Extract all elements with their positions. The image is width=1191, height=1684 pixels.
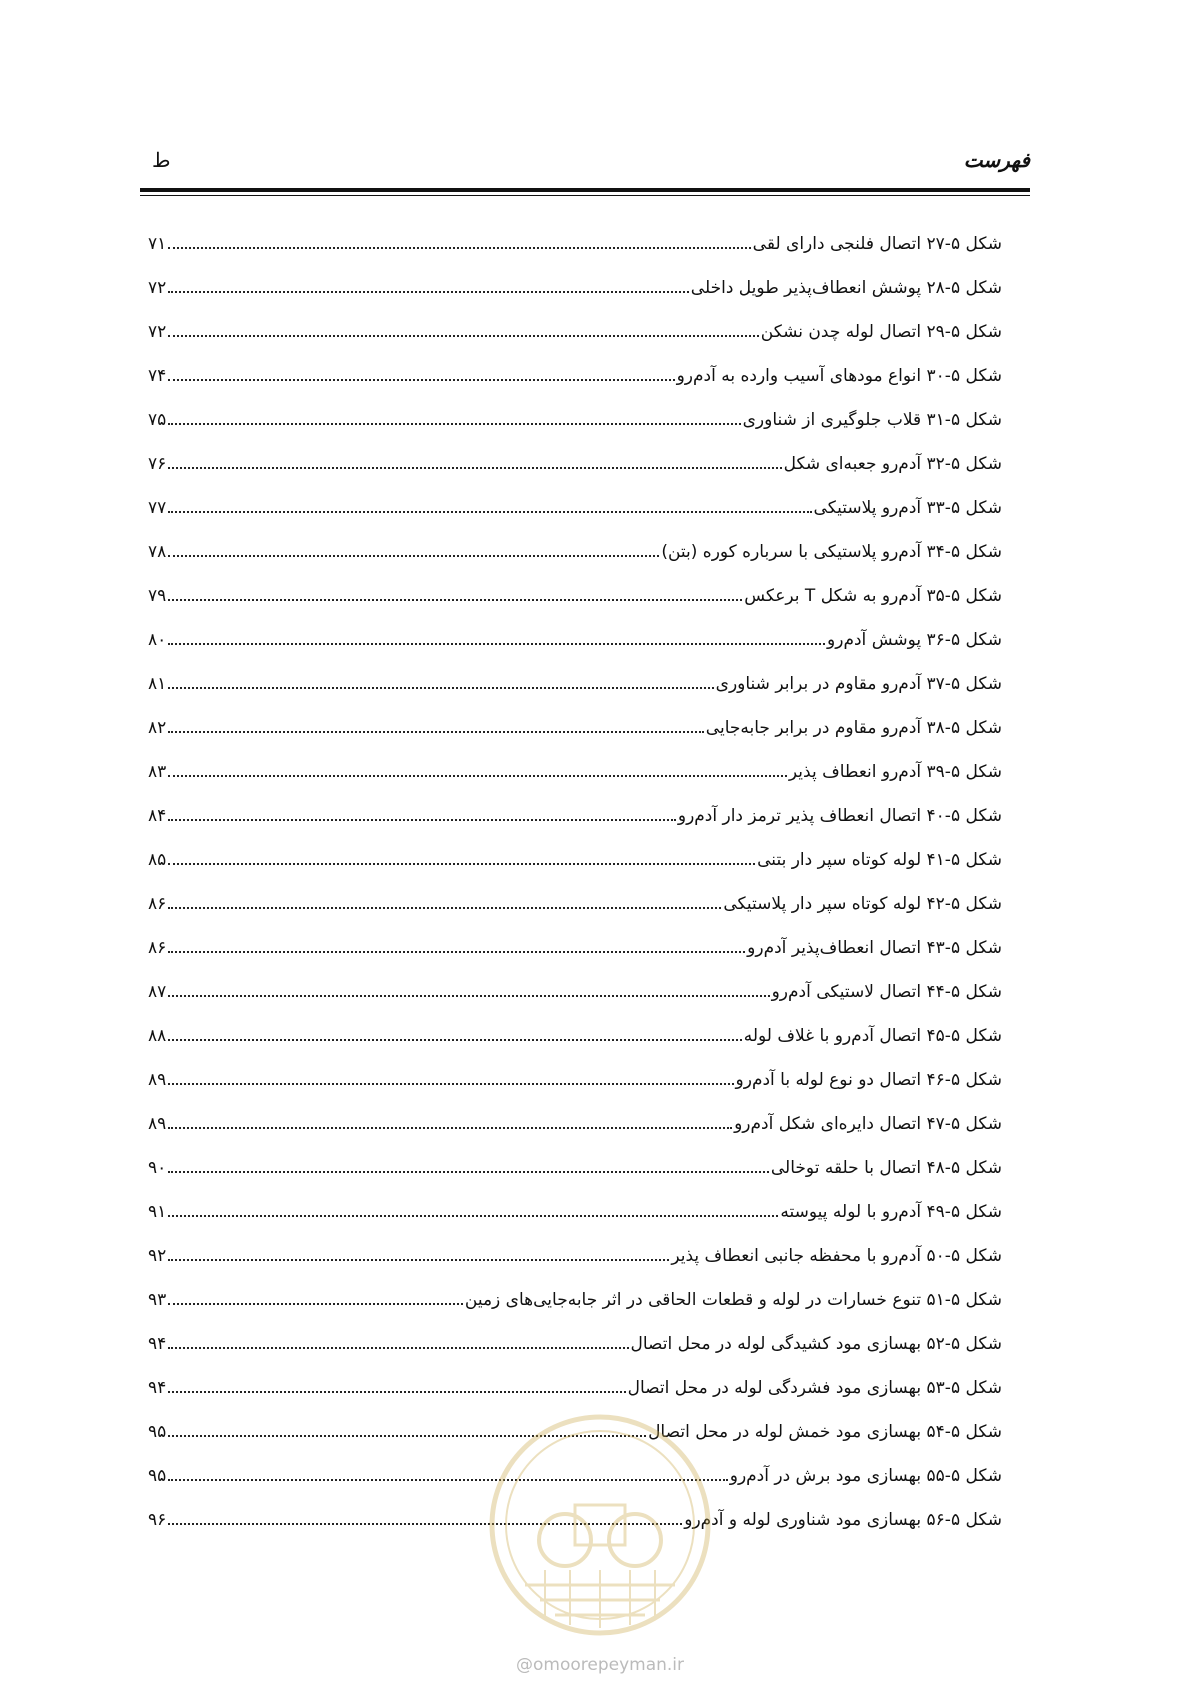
toc-row xyxy=(148,850,1002,894)
toc-label: شکل ۵-۴۳ اتصال انعطاف‌پذیر آدم‌رو xyxy=(747,938,1002,958)
toc-leader-dots xyxy=(168,1114,732,1129)
page-header xyxy=(140,148,1030,178)
toc-label: شکل ۵-۵۲ بهسازی مود کشیدگی لوله در محل اتصال xyxy=(630,1334,1002,1354)
toc-page-number: ۹۱ xyxy=(148,1202,167,1222)
toc-leader-dots xyxy=(168,894,721,909)
toc-row xyxy=(148,498,1002,542)
toc-row xyxy=(148,542,1002,586)
toc-leader-dots xyxy=(168,1070,733,1085)
toc-row xyxy=(148,630,1002,674)
toc-page-number: ۷۲ xyxy=(148,278,167,298)
toc-leader-dots xyxy=(168,1026,741,1041)
toc-row xyxy=(148,674,1002,718)
toc-page-number: ۹۶ xyxy=(148,1510,167,1530)
toc-page-number: ۸۹ xyxy=(148,1114,167,1134)
toc-leader-dots xyxy=(168,762,787,777)
toc-label: شکل ۵-۳۰ انواع مودهای آسیب وارده به آدم‌رو xyxy=(676,366,1002,386)
toc-leader-dots xyxy=(168,234,750,249)
toc-label: شکل ۵-۴۰ اتصال انعطاف پذیر ترمز دار آدم‌رو xyxy=(677,806,1002,826)
toc-page-number: ۸۷ xyxy=(148,982,167,1002)
toc-page-number: ۸۹ xyxy=(148,1070,167,1090)
toc-leader-dots xyxy=(168,366,674,381)
toc-label: شکل ۵-۴۹ آدم‌رو با لوله پیوسته xyxy=(780,1202,1002,1222)
toc-row xyxy=(148,894,1002,938)
toc-label: شکل ۵-۴۶ اتصال دو نوع لوله با آدم‌رو xyxy=(735,1070,1002,1090)
toc-page-number: ۸۴ xyxy=(148,806,167,826)
toc-row xyxy=(148,806,1002,850)
toc-page-number: ۷۸ xyxy=(148,542,167,562)
toc-row xyxy=(148,718,1002,762)
toc-leader-dots xyxy=(168,1202,778,1217)
toc-label: شکل ۵-۳۴ آدم‌رو پلاستیکی با سرباره کوره (بتن) xyxy=(661,542,1002,562)
toc-leader-dots xyxy=(168,674,713,689)
table-of-figures xyxy=(148,234,1002,1554)
toc-label: شکل ۵-۲۸ پوشش انعطاف‌پذیر طویل داخلی xyxy=(690,278,1002,298)
toc-label: شکل ۵-۳۶ پوشش آدم‌رو xyxy=(827,630,1002,650)
toc-row xyxy=(148,454,1002,498)
toc-label: شکل ۵-۴۲ لوله کوتاه سپر دار پلاستیکی xyxy=(723,894,1002,914)
toc-page-number: ۸۸ xyxy=(148,1026,167,1046)
toc-leader-dots xyxy=(168,1290,463,1305)
toc-leader-dots xyxy=(168,850,755,865)
toc-page-number: ۹۲ xyxy=(148,1246,167,1266)
toc-label: شکل ۵-۳۸ آدم‌رو مقاوم در برابر جابه‌جایی xyxy=(705,718,1002,738)
toc-page-number: ۷۱ xyxy=(148,234,167,254)
toc-page-number: ۷۵ xyxy=(148,410,167,430)
toc-label: شکل ۵-۴۴ اتصال لاستیکی آدم‌رو xyxy=(771,982,1002,1002)
toc-leader-dots xyxy=(168,982,769,997)
toc-leader-dots xyxy=(168,322,759,337)
toc-page-number: ۹۴ xyxy=(148,1334,167,1354)
toc-page-number: ۷۶ xyxy=(148,454,167,474)
toc-page-number: ۹۰ xyxy=(148,1158,167,1178)
toc-leader-dots xyxy=(168,454,781,469)
toc-row xyxy=(148,1070,1002,1114)
toc-label: شکل ۵-۵۶ بهسازی مود شناوری لوله و آدم‌رو xyxy=(684,1510,1002,1530)
toc-label: شکل ۵-۵۳ بهسازی مود فشردگی لوله در محل اتصال xyxy=(627,1378,1002,1398)
toc-leader-dots xyxy=(168,718,704,733)
toc-page-number: ۹۴ xyxy=(148,1378,167,1398)
toc-page-number: ۸۵ xyxy=(148,850,167,870)
toc-leader-dots xyxy=(168,806,676,821)
toc-label: شکل ۵-۳۹ آدم‌رو انعطاف پذیر xyxy=(788,762,1002,782)
toc-label: شکل ۵-۳۵ آدم‌رو به شکل T برعکس xyxy=(744,586,1002,606)
toc-row xyxy=(148,1158,1002,1202)
toc-page-number: ۹۳ xyxy=(148,1290,167,1310)
toc-page-number: ۷۴ xyxy=(148,366,167,386)
toc-leader-dots xyxy=(168,630,825,645)
toc-row xyxy=(148,1114,1002,1158)
toc-row xyxy=(148,586,1002,630)
toc-row xyxy=(148,1334,1002,1378)
header-rule-thick xyxy=(140,188,1030,192)
toc-label: شکل ۵-۲۷ اتصال فلنجی دارای لقی xyxy=(752,234,1002,254)
header-rule-thin xyxy=(140,195,1030,196)
toc-row xyxy=(148,1290,1002,1334)
watermark-site: @omoorepeyman.ir xyxy=(515,1655,685,1675)
toc-leader-dots xyxy=(168,542,659,557)
toc-page-number: ۸۲ xyxy=(148,718,167,738)
toc-row xyxy=(148,410,1002,454)
toc-label: شکل ۵-۴۱ لوله کوتاه سپر دار بتنی xyxy=(757,850,1002,870)
toc-row xyxy=(148,982,1002,1026)
header-title: فهرست xyxy=(963,148,1030,172)
toc-leader-dots xyxy=(168,410,740,425)
toc-row xyxy=(148,762,1002,806)
toc-label: شکل ۵-۵۱ تنوع خسارات در لوله و قطعات الحاقی در اثر جابه‌جایی‌های زمین xyxy=(464,1290,1002,1310)
toc-label: شکل ۵-۵۰ آدم‌رو با محفظه جانبی انعطاف پذیر xyxy=(671,1246,1002,1266)
toc-page-number: ۸۶ xyxy=(148,894,167,914)
toc-label: شکل ۵-۴۷ اتصال دایره‌ای شکل آدم‌رو xyxy=(734,1114,1002,1134)
toc-label: شکل ۵-۲۹ اتصال لوله چدن نشکن xyxy=(760,322,1002,342)
toc-page-number: ۹۵ xyxy=(148,1466,167,1486)
toc-label: شکل ۵-۳۱ قلاب جلوگیری از شناوری xyxy=(742,410,1002,430)
toc-row xyxy=(148,1246,1002,1290)
toc-row xyxy=(148,322,1002,366)
toc-row xyxy=(148,938,1002,982)
toc-page-number: ۷۲ xyxy=(148,322,167,342)
toc-leader-dots xyxy=(168,586,742,601)
toc-label: شکل ۵-۳۳ آدم‌رو پلاستیکی xyxy=(813,498,1002,518)
toc-row xyxy=(148,366,1002,410)
toc-page-number: ۷۷ xyxy=(148,498,167,518)
toc-row xyxy=(148,1026,1002,1070)
toc-row xyxy=(148,234,1002,278)
toc-page-number: ۹۵ xyxy=(148,1422,167,1442)
toc-row xyxy=(148,1202,1002,1246)
watermark-seal-icon xyxy=(485,1410,715,1640)
toc-label: شکل ۵-۴۵ اتصال آدم‌رو با غلاف لوله xyxy=(743,1026,1002,1046)
toc-row xyxy=(148,278,1002,322)
toc-leader-dots xyxy=(168,278,689,293)
header-page-number: ط xyxy=(152,148,171,172)
toc-leader-dots xyxy=(168,1378,625,1393)
toc-leader-dots xyxy=(168,1158,769,1173)
toc-leader-dots xyxy=(168,1246,669,1261)
toc-label: شکل ۵-۵۵ بهسازی مود برش در آدم‌رو xyxy=(729,1466,1002,1486)
toc-label: شکل ۵-۵۴ بهسازی مود خمش لوله در محل اتصال xyxy=(648,1422,1002,1442)
toc-label: شکل ۵-۳۲ آدم‌رو جعبه‌ای شکل xyxy=(783,454,1002,474)
toc-label: شکل ۵-۴۸ اتصال با حلقه توخالی xyxy=(770,1158,1002,1178)
toc-leader-dots xyxy=(168,938,745,953)
toc-label: شکل ۵-۳۷ آدم‌رو مقاوم در برابر شناوری xyxy=(715,674,1002,694)
toc-page-number: ۸۳ xyxy=(148,762,167,782)
toc-page-number: ۸۱ xyxy=(148,674,167,694)
toc-leader-dots xyxy=(168,498,811,513)
toc-page-number: ۷۹ xyxy=(148,586,167,606)
toc-page-number: ۸۶ xyxy=(148,938,167,958)
toc-leader-dots xyxy=(168,1334,628,1349)
toc-page-number: ۸۰ xyxy=(148,630,167,650)
